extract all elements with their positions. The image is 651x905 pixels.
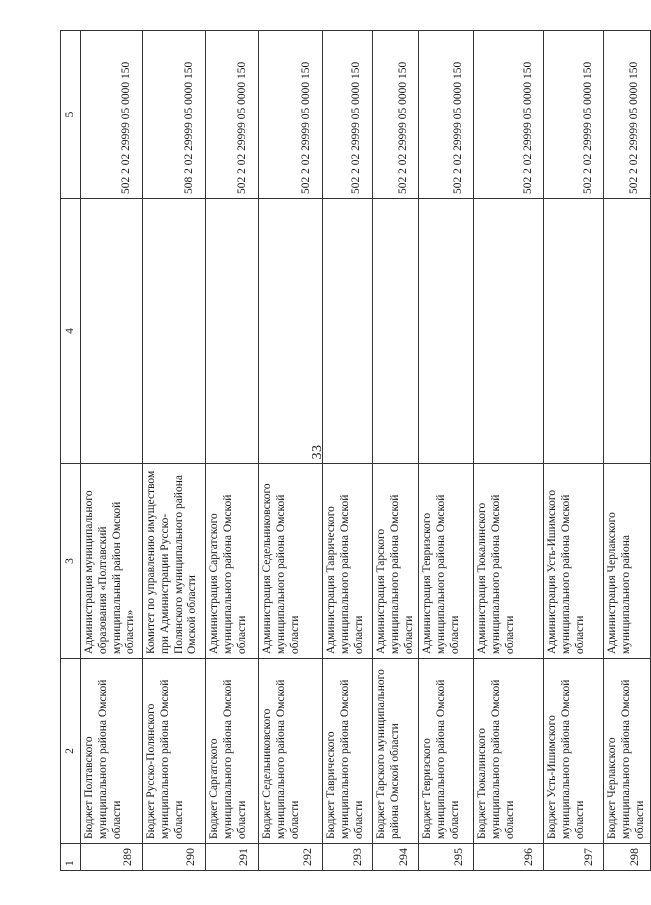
column-4-cell	[206, 199, 259, 464]
row-number: 298	[604, 844, 650, 871]
table-row	[81, 31, 143, 871]
row-number: 295	[419, 844, 474, 871]
revenue-code-cell: 502 2 02 29999 05 0000 150	[474, 31, 544, 199]
administrator-cell: Администрация Тарского муниципального района Омской области	[373, 464, 419, 659]
row-number: 294	[373, 844, 419, 871]
row-number: 293	[323, 844, 373, 871]
revenue-code-cell: 502 2 02 29999 05 0000 150	[259, 31, 323, 199]
revenue-code-cell: 502 2 02 29999 05 0000 150	[419, 31, 474, 199]
recipient-cell: Бюджет Усть-Ишимского муниципального района Омской области	[544, 659, 604, 844]
header-col-2: 2	[61, 659, 81, 844]
table-row	[419, 31, 474, 871]
recipient-cell: Бюджет Седельниковского муниципального района Омской области	[259, 659, 323, 844]
column-4-cell	[604, 199, 650, 464]
column-4-cell	[143, 199, 206, 464]
header-col-4: 4	[61, 199, 81, 464]
column-4-cell	[81, 199, 143, 464]
header-col-1: 1	[61, 844, 81, 871]
budget-table	[60, 30, 651, 871]
administrator-cell: Администрация Тевризского муниципального района Омской области	[419, 464, 474, 659]
row-number: 291	[206, 844, 259, 871]
row-number: 292	[259, 844, 323, 871]
revenue-code-cell: 502 2 02 29999 05 0000 150	[604, 31, 650, 199]
recipient-cell: Бюджет Тюкалинского муниципального района Омской области	[474, 659, 544, 844]
row-number: 297	[544, 844, 604, 871]
row-number: 289	[81, 844, 143, 871]
revenue-code-cell: 502 2 02 29999 05 0000 150	[323, 31, 373, 199]
table-row	[544, 31, 604, 871]
header-col-5: 5	[61, 31, 81, 199]
column-4-cell	[259, 199, 323, 464]
administrator-cell: Администрация муниципального образования «Полтавский муниципальный район Омской области»	[81, 464, 143, 659]
header-col-3: 3	[61, 464, 81, 659]
page-number: 33	[310, 444, 325, 460]
rotated-table-wrapper	[60, 30, 651, 871]
revenue-code-cell: 502 2 02 29999 05 0000 150	[544, 31, 604, 199]
column-4-cell	[373, 199, 419, 464]
row-number: 296	[474, 844, 544, 871]
revenue-code-cell: 502 2 02 29999 05 0000 150	[81, 31, 143, 199]
revenue-code-cell: 502 2 02 29999 05 0000 150	[206, 31, 259, 199]
recipient-cell: Бюджет Черлакского муниципального района Омской области	[604, 659, 650, 844]
administrator-cell: Администрация Усть-Ишимского муниципального района Омской области	[544, 464, 604, 659]
administrator-cell: Администрация Седельниковского муниципального района Омской области	[259, 464, 323, 659]
administrator-cell: Администрация Саргатского муниципального района Омской области	[206, 464, 259, 659]
revenue-code-cell: 502 2 02 29999 05 0000 150	[373, 31, 419, 199]
revenue-code-cell: 508 2 02 29999 05 0000 150	[143, 31, 206, 199]
row-number: 290	[143, 844, 206, 871]
table-row	[259, 31, 323, 871]
header-row	[61, 31, 81, 871]
recipient-cell: Бюджет Тевризского муниципального района Омской области	[419, 659, 474, 844]
column-4-cell	[323, 199, 373, 464]
table-row	[474, 31, 544, 871]
recipient-cell: Бюджет Саргатского муниципального района Омской области	[206, 659, 259, 844]
recipient-cell: Бюджет Русско-Полянского муниципального района Омской области	[143, 659, 206, 844]
table-row	[604, 31, 650, 871]
table-row	[323, 31, 373, 871]
recipient-cell: Бюджет Полтавского муниципального района Омской области	[81, 659, 143, 844]
column-4-cell	[419, 199, 474, 464]
administrator-cell: Администрация Таврического муниципального района Омской области	[323, 464, 373, 659]
administrator-cell: Комитет по управлению имуществом при Администрации Русско-Полянского муниципального района Омской области	[143, 464, 206, 659]
administrator-cell: Администрация Черлакского муниципального района	[604, 464, 650, 659]
table-row	[143, 31, 206, 871]
column-4-cell	[474, 199, 544, 464]
administrator-cell: Администрация Тюкалинского муниципального района Омской области	[474, 464, 544, 659]
table-body	[61, 31, 651, 871]
recipient-cell: Бюджет Таврического муниципального района Омской области	[323, 659, 373, 844]
column-4-cell	[544, 199, 604, 464]
recipient-cell: Бюджет Тарского муниципального района Омской области	[373, 659, 419, 844]
table-row	[206, 31, 259, 871]
table-row	[373, 31, 419, 871]
